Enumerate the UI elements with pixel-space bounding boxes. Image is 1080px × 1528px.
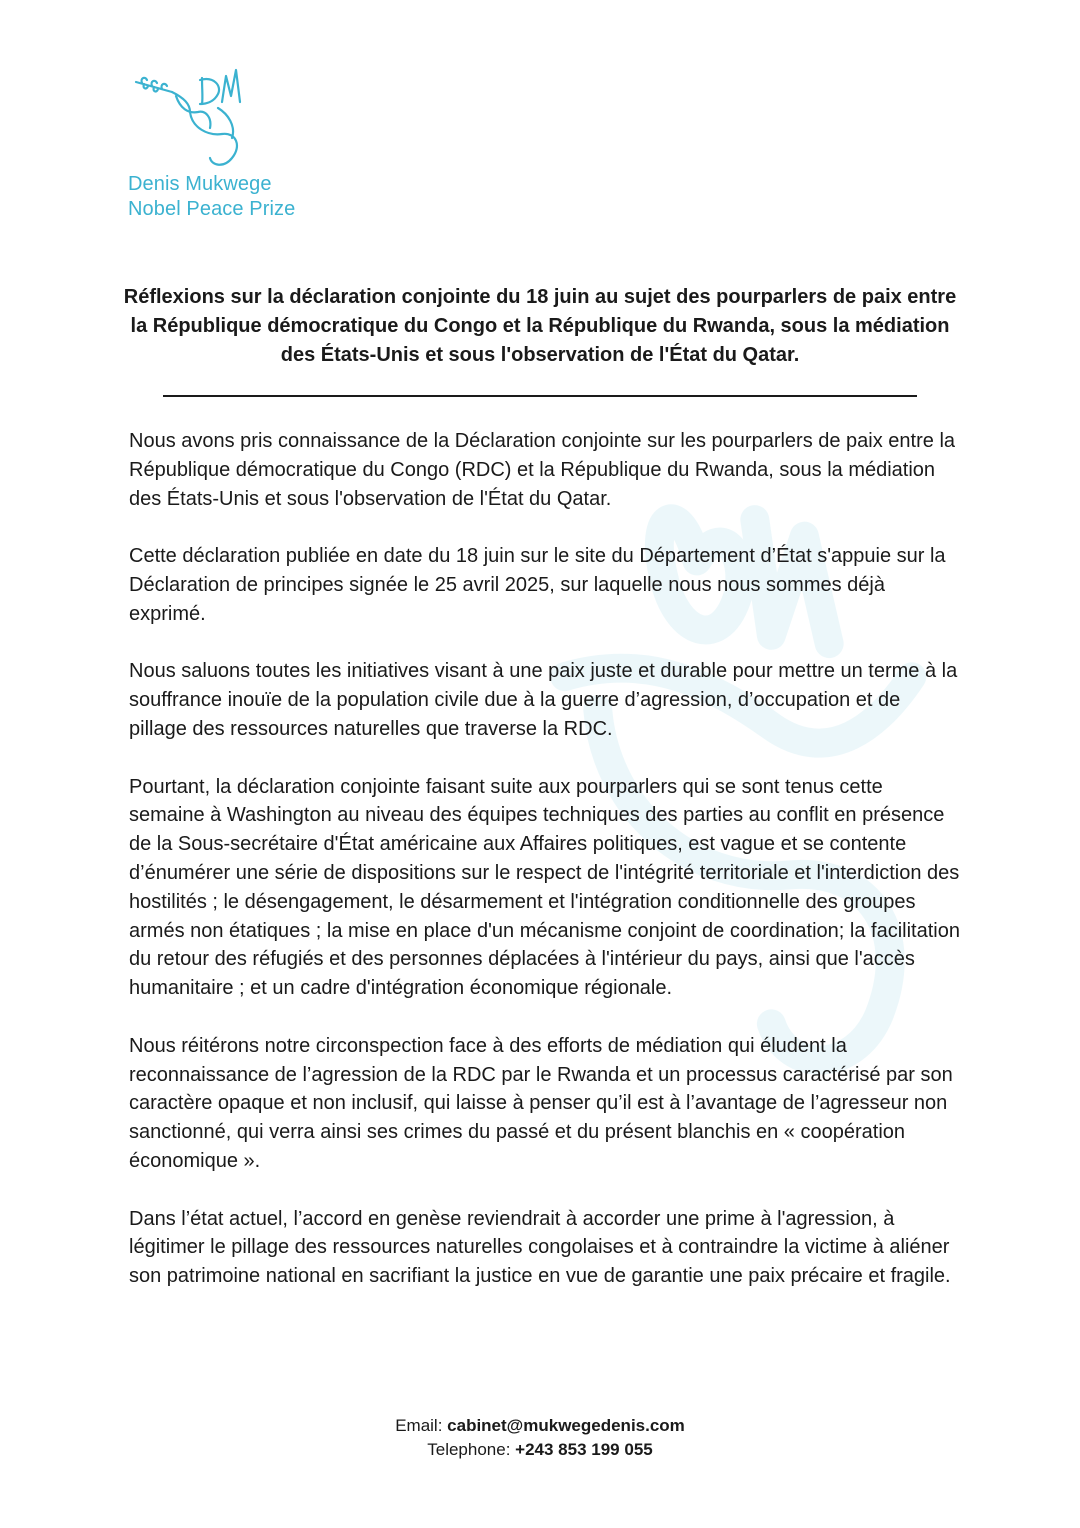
phone-number[interactable]: +243 853 199 055	[515, 1440, 653, 1459]
paragraph: Cette déclaration publiée en date du 18 juin sur le site du Département d’État s'appuie sur la Déclaration de principes signée le 25 avril 2025, sur laquelle nous nous sommes déjà exprimé.	[129, 545, 946, 625]
paragraph: Nous réitérons notre circonspection face à des efforts de médiation qui éludent la reconnaissance de l’agression de la RDC par le Rwanda et un processus caractérisé par son caractère opaque et non inclusif, qui laisse à penser qu’il est à l’avantage de l’agresseur non sanctionné, qui verra ainsi ses crimes du passé et du présent blanchis en « coopération économique ».	[129, 1034, 953, 1172]
dove-logo-icon	[132, 62, 252, 170]
phone-label: Telephone:	[427, 1440, 511, 1459]
document-title: Réflexions sur la déclaration conjointe du 18 juin au sujet des pourparlers de paix entre la République démocratique du Congo et la République du Rwanda, sous la médiation des États-Unis et sous l'observation de l'État du Qatar.	[123, 286, 957, 366]
email-line	[0, 1414, 1080, 1438]
email-link[interactable]: cabinet@mukwegedenis.com	[447, 1416, 685, 1435]
phone-line	[0, 1438, 1080, 1462]
brand-prize: Nobel Peace Prize	[128, 198, 296, 220]
title-divider	[163, 395, 917, 397]
paragraph: Dans l’état actuel, l’accord en genèse reviendrait à accorder une prime à l'agression, à légitimer le pillage des ressources naturelles congolaises et à contraindre la victime à aliéner son patrimoine national en sacrifiant la justice en vue de garantie une paix précaire et fragile.	[129, 1207, 951, 1288]
brand-logo	[128, 62, 328, 222]
brand-name: Denis Mukwege	[128, 173, 272, 195]
paragraph: Pourtant, la déclaration conjointe faisant suite aux pourparlers qui se sont tenus cette semaine à Washington au niveau des équipes techniques des parties au conflit en présence de la Sous-secrétaire d'État américaine aux Affaires politiques, est vague et se contente d’énumérer une série de dispositions sur le respect de l'intégrité territoriale et l'interdiction des hostilités ; le désengagement, le désarmement et l'intégration conditionnelle des groupes armés non étatiques ; la mise en place d'un mécanisme conjoint de coordination; la facilitation du retour des réfugiés et des personnes déplacées à l'intérieur du pays, ainsi que l'accès humanitaire ; et un cadre d'intégration économique régionale.	[129, 775, 960, 1000]
paragraph: Nous avons pris connaissance de la Déclaration conjointe sur les pourparlers de paix entre la République démocratique du Congo (RDC) et la République du Rwanda, sous la médiation des États-Unis et sous l'observation de l'État du Qatar.	[129, 430, 956, 510]
email-label: Email:	[395, 1416, 443, 1435]
paragraph: Nous saluons toutes les initiatives visant à une paix juste et durable pour mettre un terme à la souffrance inouïe de la population civile due à la guerre d’agression, d’occupation et de pillage des ressources naturelles que traverse la RDC.	[129, 660, 958, 740]
document-body	[129, 427, 961, 1320]
contact-footer	[0, 1414, 1080, 1462]
